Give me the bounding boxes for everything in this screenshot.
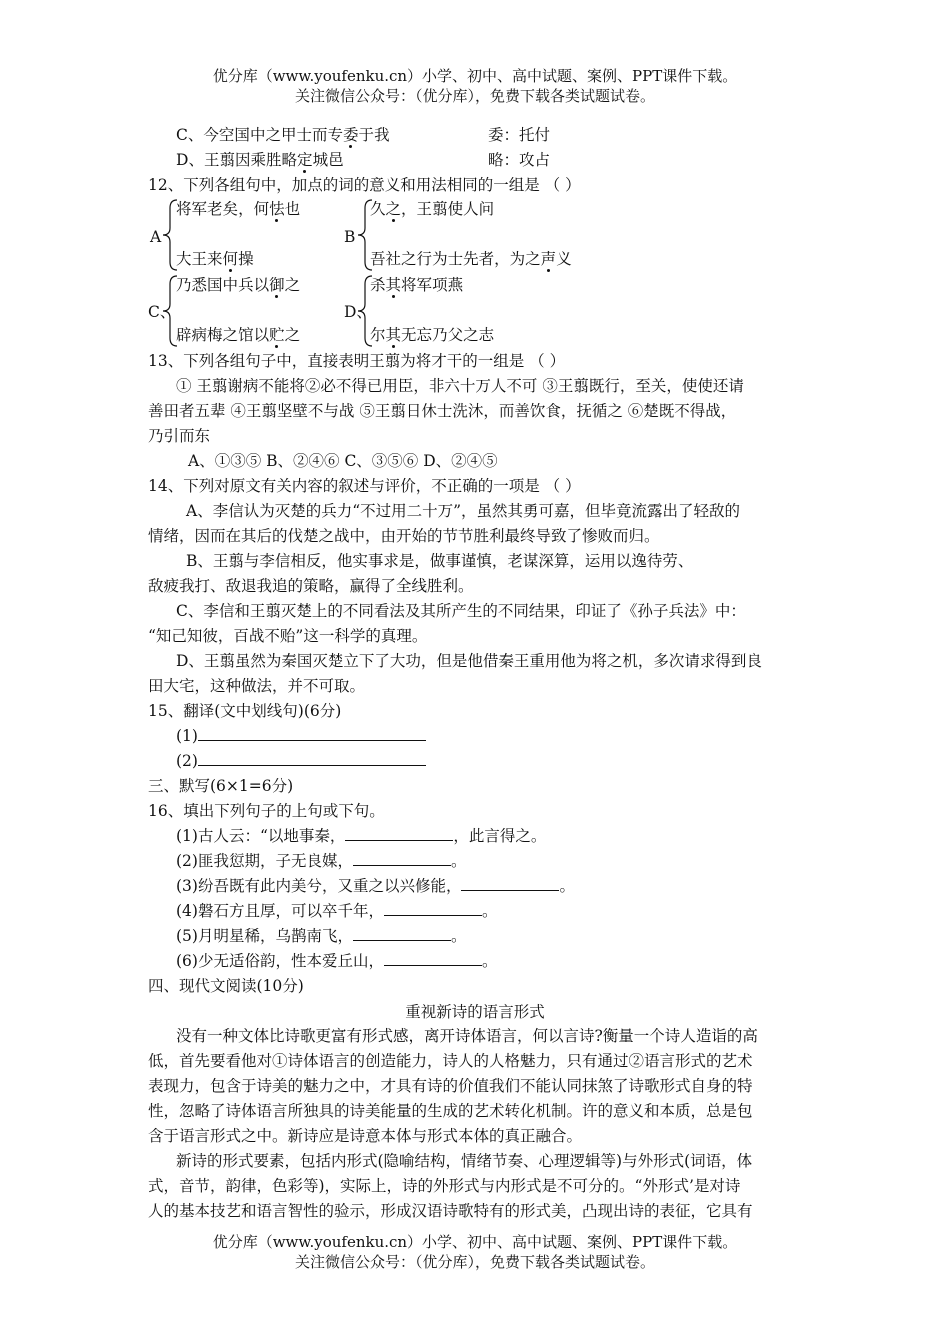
q16-item-4-suffix: 。 (481, 902, 498, 920)
q16-item-1 (176, 825, 546, 847)
q12-a2 (176, 248, 254, 270)
section-4-title: 四、现代文阅读(10分) (148, 977, 304, 995)
q12-d2-text: 尔其无忘乃父之志 (370, 326, 495, 344)
emphasis-dot-char: 何 (222, 250, 239, 268)
q12-d1-text: 杀其将军项燕 (370, 276, 464, 294)
emphasis-dot-char: 御 (269, 276, 285, 294)
q16-item-3-suffix: 。 (559, 877, 575, 895)
emphasis-dot-char: 声 (540, 250, 557, 268)
q12-label-d: D、 (344, 303, 372, 321)
section-3-title: 三、默写(6×1=6分) (148, 777, 294, 795)
article-p2-line-1: 新诗的形式要素，包括内形式(隐喻结构，情绪节奏、心理逻辑等)与外形式(词语，体 (176, 1152, 753, 1170)
q11-option-d-text: D、王翦因乘胜略定城邑 (176, 151, 344, 169)
q12-stem: 12、下列各组句中，加点的词的意义和用法相同的一组是 （ ） (148, 176, 581, 194)
article-p2-line-2: 式，音节，韵律，色彩等)，实际上，诗的外形式与内形式是不可分的。“外形式’是对诗 (148, 1177, 741, 1195)
q16-answer-6-blank[interactable] (384, 951, 482, 966)
q11-option-c (176, 124, 390, 146)
emphasis-dot-char: 其 (385, 326, 402, 344)
q16-item-4 (176, 900, 497, 922)
emphasis-dot-char: 定 (297, 151, 313, 169)
q13-stem: 13、下列各组句子中，直接表明王翦为将才干的一组是 （ ） (148, 352, 566, 370)
q16-item-1-suffix: ，此言得之。 (453, 827, 547, 845)
q14-b-line-1: B、王翦与李信相反，他实事求是，做事谨慎，老谋深算，运用以逸待劳、 (186, 552, 694, 570)
q16-answer-4-blank[interactable] (384, 901, 482, 916)
q12-a1 (176, 198, 300, 220)
article-p1-line-3: 表现力，包含于诗美的魅力之中，才具有诗的价值我们不能认同抹煞了诗歌形式自身的特 (148, 1077, 753, 1095)
q12-b2-text: 吾社之行为士先者，为之声义 (370, 250, 572, 268)
q15-item-1-label: (1) (176, 727, 198, 745)
q15-answer-2-blank[interactable] (198, 751, 426, 766)
q12-d2 (370, 324, 494, 346)
q11-option-c-gloss: 委：托付 (488, 126, 551, 144)
q14-a-line-2: 情绪，因而在其后的伐楚之战中，由开始的节节胜利最终导致了惨败而归。 (148, 527, 660, 545)
article-p1-line-5: 含于语言形式之中。新诗应是诗意本体与形式本体的真正融合。 (148, 1127, 583, 1145)
q16-item-6 (176, 950, 497, 972)
q12-b2 (370, 248, 572, 270)
emphasis-dot-char: 之 (385, 200, 402, 218)
q14-b-line-2: 敌疲我打、敌退我追的策略，赢得了全线胜利。 (148, 577, 474, 595)
emphasis-dot-char: 其 (385, 276, 402, 294)
article-p1-line-2: 低，首先要看他对①诗体语言的创造能力，诗人的人格魅力，只有通过②语言形式的艺术 (148, 1052, 753, 1070)
q12-c2 (176, 324, 300, 346)
q16-answer-2-blank[interactable] (353, 851, 451, 866)
q13-options: A、①③⑤ B、②④⑥ C、③⑤⑥ D、②④⑤ (188, 452, 498, 470)
q15-item-1 (176, 725, 426, 747)
q16-item-3-prefix: (3)纷吾既有此内美兮，又重之以兴修能， (176, 877, 462, 895)
q16-item-5-prefix: (5)月明星稀，乌鹊南飞， (176, 927, 353, 945)
q12-b1-text: 久之，王翦使人问 (370, 200, 495, 218)
q16-item-2-prefix: (2)匪我愆期，子无良媒， (176, 852, 353, 870)
q15-item-2-label: (2) (176, 752, 198, 770)
q12-label-a: A (150, 228, 162, 246)
q16-item-5 (176, 925, 466, 947)
q14-c-line-2: “知己知彼，百战不贻”这一科学的真理。 (148, 627, 428, 645)
q16-stem: 16、填出下列句子的上句或下句。 (148, 802, 385, 820)
q13-line-2: 善田者五辈 ④王翦坚壁不与战 ⑤王翦日休士洗沐，而善饮食，抚循之 ⑥楚既不得战， (148, 402, 737, 420)
q16-item-5-suffix: 。 (450, 927, 467, 945)
q12-c1-text: 乃悉国中兵以御之 (176, 276, 301, 294)
q16-item-6-prefix: (6)少无适俗韵，性本爱丘山， (176, 952, 384, 970)
article-p1-line-4: 性，忽略了诗体语言所独具的诗美能量的生成的艺术转化机制。许的意义和本质，总是包 (148, 1102, 753, 1120)
q15-stem: 15、翻译(文中划线句)(6分) (148, 702, 342, 720)
q13-line-1: ① 王翦谢病不能将②必不得已用臣，非六十万人不可 ③王翦既行，至关，使使还请 (176, 377, 744, 395)
q15-answer-1-blank[interactable] (198, 726, 426, 741)
q16-answer-1-blank[interactable] (345, 826, 453, 841)
q16-answer-5-blank[interactable] (353, 926, 451, 941)
q12-b1 (370, 198, 494, 220)
q12-a1-text: 将军老矣，何怯也 (176, 200, 301, 218)
q11-option-c-text: C、今空国中之甲士而专委于我 (176, 126, 390, 144)
q11-option-d-gloss: 略：攻占 (488, 151, 551, 169)
footer-line-2: 关注微信公众号：（优分库），免费下载各类试题试卷。 (294, 1253, 655, 1271)
q16-answer-3-blank[interactable] (461, 876, 559, 891)
q15-item-2 (176, 750, 426, 772)
q14-d-line-1: D、王翦虽然为秦国灭楚立下了大功，但是他借秦王重用他为将之机，多次请求得到良 (176, 652, 762, 670)
q12-c1 (176, 274, 300, 296)
q11-option-d (176, 149, 344, 171)
q14-c-line-1: C、李信和王翦灭楚上的不同看法及其所产生的不同结果，印证了《孙子兵法》中： (176, 602, 746, 620)
header-line-2: 关注微信公众号：（优分库），免费下载各类试题试卷。 (294, 87, 655, 105)
q14-a-line-1: A、李信认为灭楚的兵力“不过用二十万”，虽然其勇可嘉，但毕竟流露出了轻敌的 (186, 502, 741, 520)
q16-item-1-prefix: (1)古人云：“以地事秦， (176, 827, 346, 845)
q12-d1 (370, 274, 463, 296)
q16-item-4-prefix: (4)磐石方且厚，可以卒千年， (176, 902, 384, 920)
article-title: 重视新诗的语言形式 (405, 1003, 545, 1021)
q16-item-6-suffix: 。 (481, 952, 498, 970)
q12-a2-text: 大王来何操 (176, 250, 254, 268)
q12-label-c: C、 (148, 303, 176, 321)
article-p1-line-1: 没有一种文体比诗歌更富有形式感，离开诗体语言，何以言诗?衡量一个诗人造诣的高 (176, 1027, 758, 1045)
q12-label-b: B (344, 228, 356, 246)
q14-stem: 14、下列对原文有关内容的叙述与评价，不正确的一项是 （ ） (148, 477, 581, 495)
emphasis-dot-char: 怯 (269, 200, 285, 218)
q16-item-2-suffix: 。 (450, 852, 467, 870)
emphasis-dot-char: 贮 (269, 326, 285, 344)
q13-line-3: 乃引而东 (148, 427, 211, 445)
header-line-1: 优分库（www.youfenku.cn）小学、初中、高中试题、案例、PPT课件下载。 (212, 67, 738, 85)
q14-d-line-2: 田大宅，这种做法，并不可取。 (148, 677, 366, 695)
emphasis-dot-char: 委 (343, 126, 359, 144)
footer-line-1: 优分库（www.youfenku.cn）小学、初中、高中试题、案例、PPT课件下载。 (212, 1233, 738, 1251)
q12-c2-text: 辟病梅之馆以贮之 (176, 326, 301, 344)
q16-item-3 (176, 875, 575, 897)
q16-item-2 (176, 850, 466, 872)
article-p2-line-3: 人的基本技艺和语言智性的验示，形成汉语诗歌特有的形式美，凸现出诗的表征，它具有 (148, 1202, 753, 1220)
